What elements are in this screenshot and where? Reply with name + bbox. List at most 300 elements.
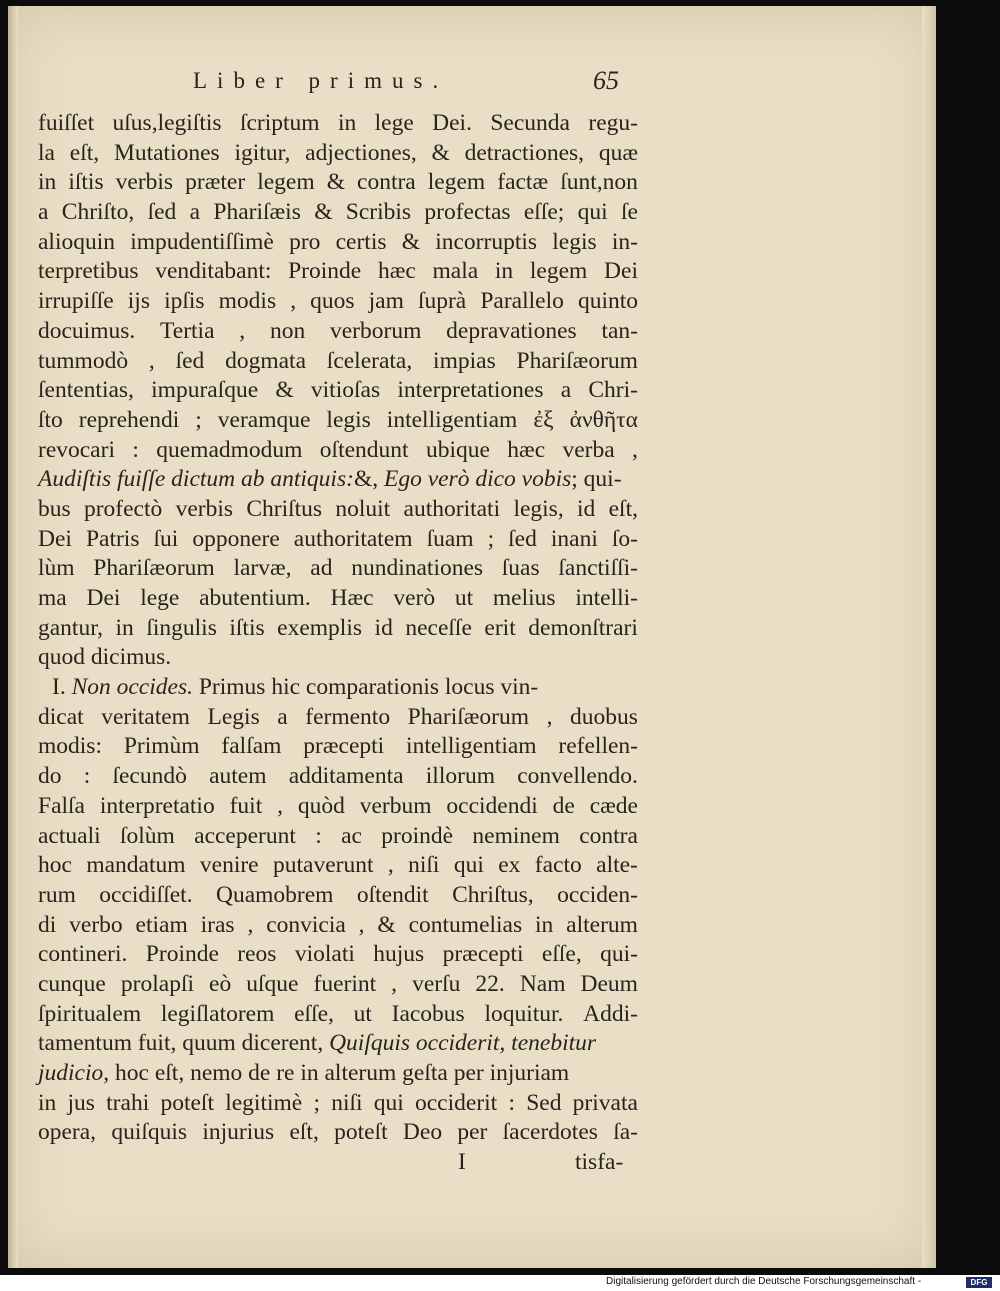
- word: ſuam: [426, 525, 474, 552]
- text-line: [38, 347, 638, 377]
- italic-quote: Audiſtis fuiſſe dictum ab antiquis:: [38, 466, 354, 493]
- running-head: Liber primus.: [193, 68, 449, 93]
- text-line: [38, 139, 638, 169]
- word: incorruptis: [435, 228, 538, 255]
- text-line: [38, 1118, 638, 1148]
- word: legem: [529, 258, 588, 285]
- word: ſed: [175, 347, 205, 374]
- word: hæc: [507, 436, 546, 463]
- word: ,: [387, 852, 394, 879]
- word: legis: [326, 406, 371, 433]
- word: ex: [498, 852, 521, 879]
- word: in: [115, 614, 134, 641]
- word: &: [401, 228, 420, 255]
- word: additamenta: [288, 763, 404, 790]
- dfg-logo: DFG: [966, 1277, 992, 1288]
- word: ,: [632, 436, 638, 463]
- word: Primùm: [123, 733, 200, 760]
- word: :: [315, 822, 322, 849]
- word: fuit: [229, 792, 263, 819]
- word: intelligentiam: [406, 733, 537, 760]
- word: cæde: [589, 792, 638, 819]
- word: poteſt: [334, 1119, 388, 1146]
- word: loquitur.: [484, 1000, 564, 1027]
- text-line: [38, 317, 638, 347]
- word: qui: [373, 1089, 404, 1116]
- word: certis: [335, 228, 387, 255]
- word: dogmata: [225, 347, 306, 374]
- word: ſpiritualem: [38, 1000, 142, 1027]
- word: ſcriptum: [239, 110, 320, 136]
- word: Chriſtus,: [452, 881, 534, 908]
- word: duobus: [570, 703, 638, 730]
- word: fuiſſet: [38, 110, 95, 136]
- word: intelligentiam: [386, 406, 518, 433]
- word: Hæc: [330, 585, 374, 611]
- word: ſingulis: [146, 614, 217, 641]
- signature-mark: I: [458, 1149, 466, 1176]
- word: 22.: [475, 970, 505, 997]
- word: in: [38, 169, 57, 196]
- section-number: I.: [52, 674, 72, 701]
- text-line: [38, 851, 638, 881]
- word: mala: [432, 258, 479, 285]
- word: illorum: [425, 763, 495, 790]
- word: Falſa: [38, 792, 85, 819]
- word: ſecundò: [112, 763, 187, 790]
- text-segment: tamentum fuit, quum dicerent,: [38, 1030, 330, 1057]
- text-segment: , hoc eſt, nemo de re in alterum geſta per injuriam: [103, 1060, 570, 1086]
- text-line: [38, 109, 638, 139]
- word: Proinde: [288, 258, 362, 285]
- word: venditabant:: [155, 258, 272, 285]
- text-line: [38, 1089, 638, 1119]
- word: etiam: [135, 911, 188, 938]
- word: fermento: [305, 703, 391, 730]
- word: ;: [487, 525, 495, 552]
- italic-quote: Ego verò dico vobis: [383, 466, 572, 493]
- word: legem: [257, 169, 315, 196]
- word: hæc: [377, 258, 416, 285]
- word: veramque: [217, 406, 311, 433]
- word: Chriſto,: [61, 199, 135, 226]
- word: verbo: [69, 911, 123, 938]
- word: ſo-: [611, 525, 638, 552]
- word: jam: [368, 288, 404, 315]
- word: ,: [546, 703, 553, 730]
- word: ſacerdotes: [502, 1119, 598, 1146]
- word: larvæ,: [233, 555, 292, 582]
- word: de: [552, 792, 575, 819]
- word: inani: [550, 525, 598, 552]
- word: eſſe,: [541, 941, 582, 968]
- word: dicat: [38, 703, 84, 730]
- text-line: [38, 792, 638, 822]
- word: occidiſſet.: [99, 881, 193, 908]
- word: falſam: [221, 733, 282, 760]
- commandment-heading: Non occides.: [71, 674, 193, 701]
- word: non: [269, 317, 306, 344]
- word: interpretatio: [99, 792, 215, 819]
- word: &: [377, 911, 396, 938]
- word: verba: [562, 436, 615, 463]
- word: tummodò: [38, 347, 129, 374]
- word: lege: [140, 585, 180, 611]
- word: igitur,: [234, 139, 291, 166]
- word: Sed: [526, 1089, 562, 1116]
- word: Quamobrem: [215, 881, 334, 908]
- word: eſt,: [608, 495, 638, 522]
- word: verbis: [115, 169, 174, 196]
- word: verſu: [412, 970, 461, 997]
- word: verbis: [175, 495, 234, 522]
- word: modis:: [38, 733, 102, 760]
- text-line: [38, 495, 638, 525]
- word: ubique: [425, 436, 490, 463]
- word: ſuprà: [417, 288, 467, 315]
- text-line: [38, 198, 638, 228]
- word: &: [326, 169, 345, 196]
- word: &: [275, 377, 294, 404]
- word: rum: [38, 881, 76, 908]
- word: exemplis: [277, 614, 363, 641]
- word: impudentiſſimè: [130, 228, 274, 255]
- word: :: [508, 1089, 515, 1116]
- word: putaverunt: [272, 852, 374, 879]
- word: privata: [572, 1089, 638, 1116]
- word: occiden-: [557, 881, 638, 908]
- text-line: [38, 1059, 638, 1089]
- text-line: [38, 822, 638, 852]
- word: ac: [341, 822, 362, 849]
- word: docuimus.: [38, 317, 136, 344]
- text-line: [38, 970, 638, 1000]
- signature-row: [38, 1148, 638, 1178]
- word: in: [494, 258, 514, 285]
- word: melius: [492, 585, 556, 611]
- word: legem: [427, 169, 486, 196]
- word: ,: [290, 288, 297, 315]
- word: legis: [552, 228, 597, 255]
- text-segment: Primus hic comparationis locus vin-: [192, 674, 539, 701]
- word: refellen-: [558, 733, 638, 760]
- word: Deum: [580, 970, 638, 997]
- word: &: [431, 139, 450, 166]
- word: di: [38, 911, 57, 938]
- word: præcepti: [303, 733, 385, 760]
- word: noluit: [335, 495, 391, 522]
- word: niſi: [331, 1089, 363, 1116]
- catchword: tisfa-: [575, 1149, 624, 1176]
- word: contra: [579, 822, 638, 849]
- word: quiſquis: [111, 1119, 188, 1146]
- word: contumelias: [408, 911, 523, 938]
- italic-quote: judicio: [38, 1060, 104, 1086]
- text-segment: quod dicimus.: [38, 644, 172, 671]
- word: hujus: [373, 941, 425, 968]
- word: qui-: [600, 941, 638, 968]
- word: terpretibus: [38, 258, 139, 285]
- text-line: [38, 940, 638, 970]
- text-line: [38, 911, 638, 941]
- word: Scribis: [345, 199, 412, 226]
- word: trahi: [106, 1089, 150, 1116]
- word: in: [337, 110, 357, 136]
- digitization-credit: Digitalisierung gefördert durch die Deutsche Forschungsgemeinschaft -: [606, 1276, 922, 1287]
- word: proindè: [381, 822, 454, 849]
- word: irrupiſſe: [38, 288, 114, 315]
- word: præter: [185, 169, 246, 196]
- word: eſſe,: [294, 1000, 334, 1027]
- body-text: [38, 109, 638, 1178]
- text-segment: &,: [353, 466, 384, 493]
- word: ſto: [38, 406, 63, 433]
- word: iſtis: [68, 169, 104, 196]
- text-line: [38, 228, 638, 258]
- word: adjectiones,: [305, 139, 417, 166]
- word: occidendi: [446, 792, 538, 819]
- text-line: [38, 376, 638, 406]
- word: ſed: [147, 199, 177, 226]
- text-line: [38, 554, 638, 584]
- word: ſanctiſſi-: [558, 555, 638, 582]
- word: factæ: [497, 169, 549, 196]
- word: oſtendunt: [319, 436, 409, 463]
- word: Patris: [85, 525, 140, 552]
- text-line: [38, 673, 638, 703]
- text-line: [38, 703, 638, 733]
- word: Dei: [38, 525, 72, 552]
- word: do: [38, 763, 62, 790]
- word: eò: [209, 970, 232, 997]
- text-line: [38, 257, 638, 287]
- word: qui: [453, 852, 484, 879]
- word: iras: [200, 911, 235, 938]
- word: jus: [67, 1089, 95, 1116]
- word: :: [83, 763, 91, 790]
- word: uſque: [246, 970, 299, 997]
- word: acceperunt: [194, 822, 296, 849]
- word: ,: [148, 347, 155, 374]
- word: quæ: [598, 139, 638, 166]
- word: revocari: [38, 436, 115, 463]
- word: convicia: [266, 911, 346, 938]
- word: præcepti: [442, 941, 524, 968]
- text-line: [38, 584, 638, 614]
- word: verborum: [329, 317, 422, 344]
- word: ,: [358, 911, 365, 938]
- word: a: [560, 377, 572, 404]
- word: regu-: [588, 110, 638, 136]
- text-line: [38, 643, 638, 673]
- word: ἀνθῆτα: [569, 406, 638, 433]
- word: profectò: [83, 495, 163, 522]
- word: Phariſæorum: [516, 347, 638, 374]
- word: verbum: [359, 792, 432, 819]
- word: ijs: [127, 288, 150, 315]
- word: depravationes: [446, 317, 577, 344]
- word: Tertia: [160, 317, 215, 344]
- word: in-: [611, 228, 638, 255]
- italic-quote: Quiſquis occiderit, tenebitur: [329, 1030, 597, 1057]
- word: ſunt,non: [560, 169, 638, 196]
- word: detractiones,: [464, 139, 585, 166]
- word: neminem: [472, 822, 560, 849]
- text-line: [38, 168, 638, 198]
- word: Phariſæis: [213, 199, 301, 226]
- text-line: [38, 881, 638, 911]
- text-line: [38, 465, 638, 495]
- word: ſuas: [501, 555, 540, 582]
- word: ἐξ: [533, 406, 554, 433]
- word: legis,: [513, 495, 564, 522]
- word: mandatum: [86, 852, 186, 879]
- word: Dei.: [432, 110, 472, 136]
- word: per: [457, 1119, 488, 1146]
- word: Addi-: [583, 1000, 638, 1027]
- word: opera,: [38, 1119, 97, 1146]
- word: &: [314, 199, 333, 226]
- word: alioquin: [38, 228, 116, 255]
- text-line: [38, 1029, 638, 1059]
- word: a: [277, 703, 288, 730]
- word: verò: [393, 585, 436, 611]
- word: reos: [237, 941, 277, 968]
- word: ma: [38, 585, 67, 611]
- word: quos: [310, 288, 355, 315]
- word: ,: [247, 911, 254, 938]
- book-page: [8, 6, 936, 1268]
- page-number: 65: [593, 66, 619, 95]
- word: in: [38, 1089, 57, 1116]
- word: abutentium.: [199, 585, 311, 611]
- word: Phariſæorum: [93, 555, 215, 582]
- word: profectas: [424, 199, 511, 226]
- word: hoc: [38, 852, 72, 879]
- word: ſui: [153, 525, 179, 552]
- word: ipſis: [164, 288, 205, 315]
- word: demonſtrari: [528, 614, 638, 641]
- word: alterum: [566, 911, 638, 938]
- text-line: [38, 762, 638, 792]
- word: qui: [577, 199, 608, 226]
- word: authoritati: [403, 495, 501, 522]
- text-line: [38, 287, 638, 317]
- word: Mutationes: [113, 139, 220, 166]
- word: erit: [484, 614, 516, 641]
- word: intelli-: [575, 585, 638, 611]
- text-line: [38, 436, 638, 466]
- text-line: [38, 732, 638, 762]
- word: a: [38, 199, 49, 226]
- word: quinto: [577, 288, 638, 315]
- word: actuali: [38, 822, 101, 849]
- word: ut: [454, 585, 474, 611]
- word: ſententias,: [38, 377, 134, 404]
- word: iſtis: [229, 614, 265, 641]
- word: venire: [199, 852, 259, 879]
- word: in: [535, 911, 554, 938]
- page-edge-shadow: [922, 6, 936, 1268]
- word: ſa-: [613, 1119, 638, 1146]
- word: fuerint: [313, 970, 377, 997]
- word: gantur,: [38, 614, 103, 641]
- word: occiderit: [415, 1089, 498, 1116]
- word: a: [189, 199, 201, 226]
- word: prolapſi: [120, 970, 194, 997]
- word: ut: [353, 1000, 372, 1027]
- word: ſe: [621, 199, 638, 226]
- word: eſt,: [289, 1119, 319, 1146]
- word: Phariſæorum: [407, 703, 530, 730]
- word: Iacobus: [391, 1000, 465, 1027]
- word: ;: [313, 1089, 320, 1116]
- word: ſed: [508, 525, 537, 552]
- word: Secunda: [490, 110, 570, 136]
- text-line: [38, 1000, 638, 1030]
- word: interpretationes: [397, 377, 544, 404]
- word: eſſe;: [523, 199, 565, 226]
- word: modis: [218, 288, 277, 315]
- word: cunque: [38, 970, 106, 997]
- word: Deo: [402, 1119, 443, 1146]
- word: opponere: [192, 525, 280, 552]
- word: injurius: [202, 1119, 275, 1146]
- word: Proinde: [145, 941, 219, 968]
- word: quòd: [297, 792, 345, 819]
- word: autem: [209, 763, 267, 790]
- word: Dei: [86, 585, 121, 611]
- word: :: [132, 436, 139, 463]
- word: poteſt: [160, 1089, 214, 1116]
- word: quemadmodum: [156, 436, 303, 463]
- word: uſus,legiſtis: [112, 110, 222, 136]
- word: veritatem: [101, 703, 190, 730]
- word: neceſſe: [405, 614, 472, 641]
- page-binding-shadow: [8, 6, 18, 1268]
- word: Chriſtus: [246, 495, 323, 522]
- word: ;: [195, 406, 202, 433]
- word: convellendo.: [517, 763, 638, 790]
- word: bus: [38, 495, 71, 522]
- text-line: [38, 525, 638, 555]
- word: reprehendi: [78, 406, 180, 433]
- word: Nam: [519, 970, 566, 997]
- word: legitimè: [225, 1089, 303, 1116]
- word: authoritatem: [293, 525, 413, 552]
- word: lùm: [38, 555, 75, 582]
- word: niſi: [408, 852, 440, 879]
- word: ,: [277, 792, 283, 819]
- word: pro: [289, 228, 321, 255]
- word: la: [38, 139, 55, 166]
- word: vitioſas: [310, 377, 381, 404]
- word: ,: [391, 970, 398, 997]
- word: id: [374, 614, 393, 641]
- word: eſt,: [69, 139, 100, 166]
- text-segment: ; qui-: [571, 466, 622, 493]
- word: Dei: [604, 258, 638, 285]
- word: Chri-: [588, 377, 638, 404]
- word: ,: [239, 317, 246, 344]
- word: lege: [374, 110, 414, 136]
- word: legiſlatorem: [160, 1000, 275, 1027]
- word: impuraſque: [151, 377, 259, 404]
- word: Parallelo: [480, 288, 564, 315]
- word: oſtendit: [356, 881, 429, 908]
- word: ſcelerata,: [326, 347, 413, 374]
- word: Legis: [207, 703, 260, 730]
